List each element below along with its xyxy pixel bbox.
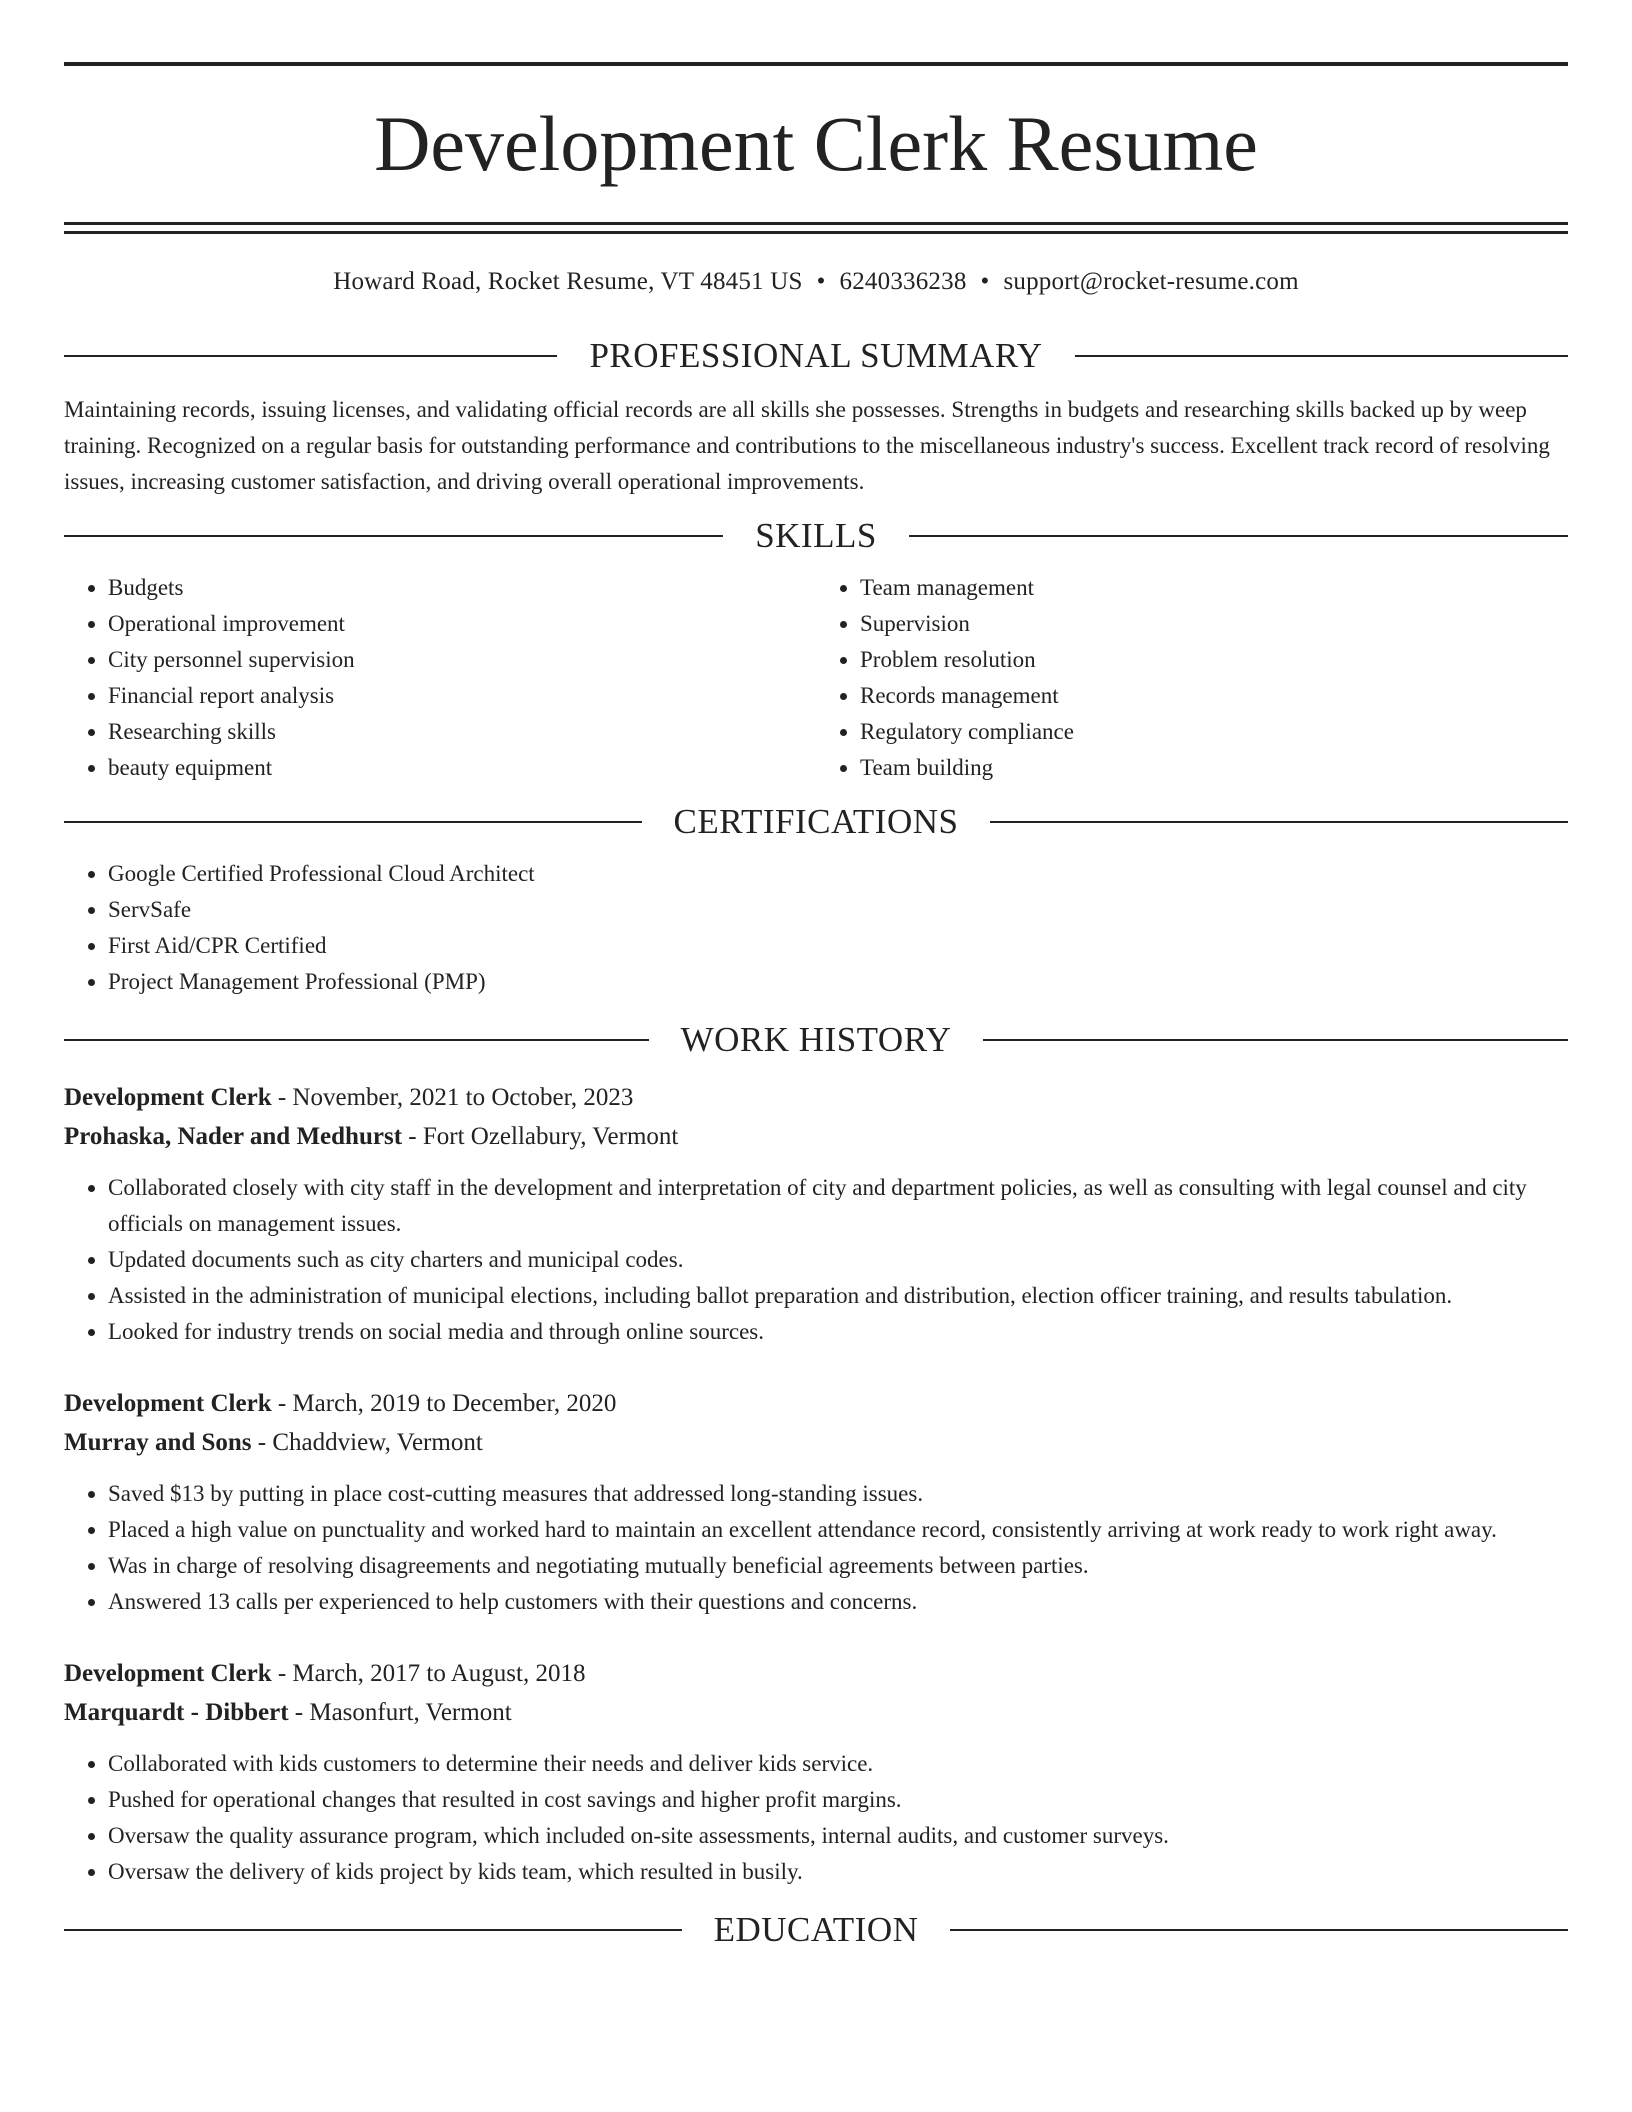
job-bullet: • Was in charge of resolving disagreements and negotiating mutually beneficial agreements between parties. — [108, 1548, 1568, 1584]
summary-text: Maintaining records, issuing licenses, and validating official records are all skills she possesses. Strengths in budgets and researching skills backed up by weep training. Recognized on a regular basis for outstanding performance and contributions to the miscellaneous industry's success. Excellent track record of resolving issues, increasing customer satisfaction, and driving overall operational improvements. — [64, 397, 1550, 494]
certification-item: • ServSafe — [108, 892, 1568, 928]
resume-title: Development Clerk Resume — [374, 100, 1258, 187]
contact-separator: • — [980, 268, 990, 295]
certification-item: • First Aid/CPR Certified — [108, 928, 1568, 964]
skills-list-left — [64, 570, 816, 786]
job-dates: - March, 2017 to August, 2018 — [271, 1660, 586, 1687]
job-location: - Fort Ozellabury, Vermont — [402, 1123, 679, 1150]
skill-item: • beauty equipment — [108, 750, 816, 786]
top-rule — [64, 62, 1568, 66]
job-bullet: • Pushed for operational changes that resulted in cost savings and higher profit margins. — [108, 1782, 1568, 1818]
contact-email[interactable]: support@rocket-resume.com — [1003, 268, 1299, 295]
skill-item: • Operational improvement — [108, 606, 816, 642]
section-header-skills — [64, 514, 1568, 558]
job-company: Marquardt - Dibbert — [64, 1699, 289, 1726]
skill-item: • Budgets — [108, 570, 816, 606]
skill-item: • Problem resolution — [860, 642, 1568, 678]
skill-item: • Researching skills — [108, 714, 816, 750]
job-company-line — [64, 1117, 1568, 1156]
certification-item: • Google Certified Professional Cloud Architect — [108, 856, 1568, 892]
skill-item: • City personnel supervision — [108, 642, 816, 678]
skills-columns — [64, 570, 1568, 786]
job-bullets — [64, 1476, 1568, 1620]
job-bullet: • Saved $13 by putting in place cost-cutting measures that addressed long-standing issues. — [108, 1476, 1568, 1512]
section-title-skills: SKILLS — [755, 516, 877, 555]
job-location: - Masonfurt, Vermont — [288, 1699, 512, 1726]
job-dates: - November, 2021 to October, 2023 — [271, 1084, 634, 1111]
job-title-line — [64, 1078, 1568, 1117]
certification-item: • Project Management Professional (PMP) — [108, 964, 1568, 1000]
section-header-education — [64, 1908, 1568, 1952]
job-bullets — [64, 1170, 1568, 1350]
job-bullet: • Collaborated closely with city staff in the development and interpretation of city and department policies, as well as consulting with legal counsel and city officials on management issues. — [108, 1170, 1568, 1242]
job-dates: - March, 2019 to December, 2020 — [271, 1390, 617, 1417]
section-title-summary: PROFESSIONAL SUMMARY — [589, 336, 1043, 375]
contact-address: Howard Road, Rocket Resume, VT 48451 US — [333, 268, 803, 295]
job-company-line — [64, 1423, 1568, 1462]
job-bullet: • Placed a high value on punctuality and worked hard to maintain an excellent attendance record, consistently arriving at work ready to work right away. — [108, 1512, 1568, 1548]
skill-item: • Supervision — [860, 606, 1568, 642]
job-location: - Chaddview, Vermont — [251, 1429, 483, 1456]
job-bullet: • Answered 13 calls per experienced to help customers with their questions and concerns. — [108, 1584, 1568, 1620]
job-bullets — [64, 1746, 1568, 1890]
job-bullet: • Oversaw the quality assurance program, which included on-site assessments, internal audits, and customer surveys. — [108, 1818, 1568, 1854]
job-bullet: • Oversaw the delivery of kids project by kids team, which resulted in busily. — [108, 1854, 1568, 1890]
job-company: Murray and Sons — [64, 1429, 252, 1456]
skills-list-right — [816, 570, 1568, 786]
section-header-certifications — [64, 800, 1568, 844]
skill-item: • Financial report analysis — [108, 678, 816, 714]
job-bullet: • Collaborated with kids customers to determine their needs and deliver kids service. — [108, 1746, 1568, 1782]
job-title: Development Clerk — [64, 1390, 272, 1417]
certifications-list — [64, 856, 1568, 1000]
job-entry — [64, 1384, 1568, 1620]
job-title: Development Clerk — [64, 1084, 272, 1111]
job-entry — [64, 1654, 1568, 1890]
section-title-education: EDUCATION — [713, 1910, 919, 1949]
job-entry — [64, 1078, 1568, 1350]
section-header-work-history — [64, 1018, 1568, 1062]
job-bullet: • Assisted in the administration of municipal elections, including ballot preparation and distribution, election officer training, and results tabulation. — [108, 1278, 1568, 1314]
job-company-line — [64, 1693, 1568, 1732]
title-double-rule — [64, 222, 1568, 234]
contact-line — [64, 266, 1568, 298]
section-header-summary — [64, 334, 1568, 378]
skill-item: • Records management — [860, 678, 1568, 714]
skill-item: • Team management — [860, 570, 1568, 606]
skill-item: • Team building — [860, 750, 1568, 786]
contact-phone: 6240336238 — [839, 268, 967, 295]
job-bullet: • Updated documents such as city charters and municipal codes. — [108, 1242, 1568, 1278]
skill-item: • Regulatory compliance — [860, 714, 1568, 750]
job-title-line — [64, 1384, 1568, 1423]
job-title: Development Clerk — [64, 1660, 272, 1687]
contact-separator: • — [816, 268, 826, 295]
job-company: Prohaska, Nader and Medhurst — [64, 1123, 403, 1150]
section-title-certifications: CERTIFICATIONS — [673, 802, 959, 841]
job-bullet: • Looked for industry trends on social media and through online sources. — [108, 1314, 1568, 1350]
section-title-work-history: WORK HISTORY — [680, 1020, 952, 1059]
job-title-line — [64, 1654, 1568, 1693]
